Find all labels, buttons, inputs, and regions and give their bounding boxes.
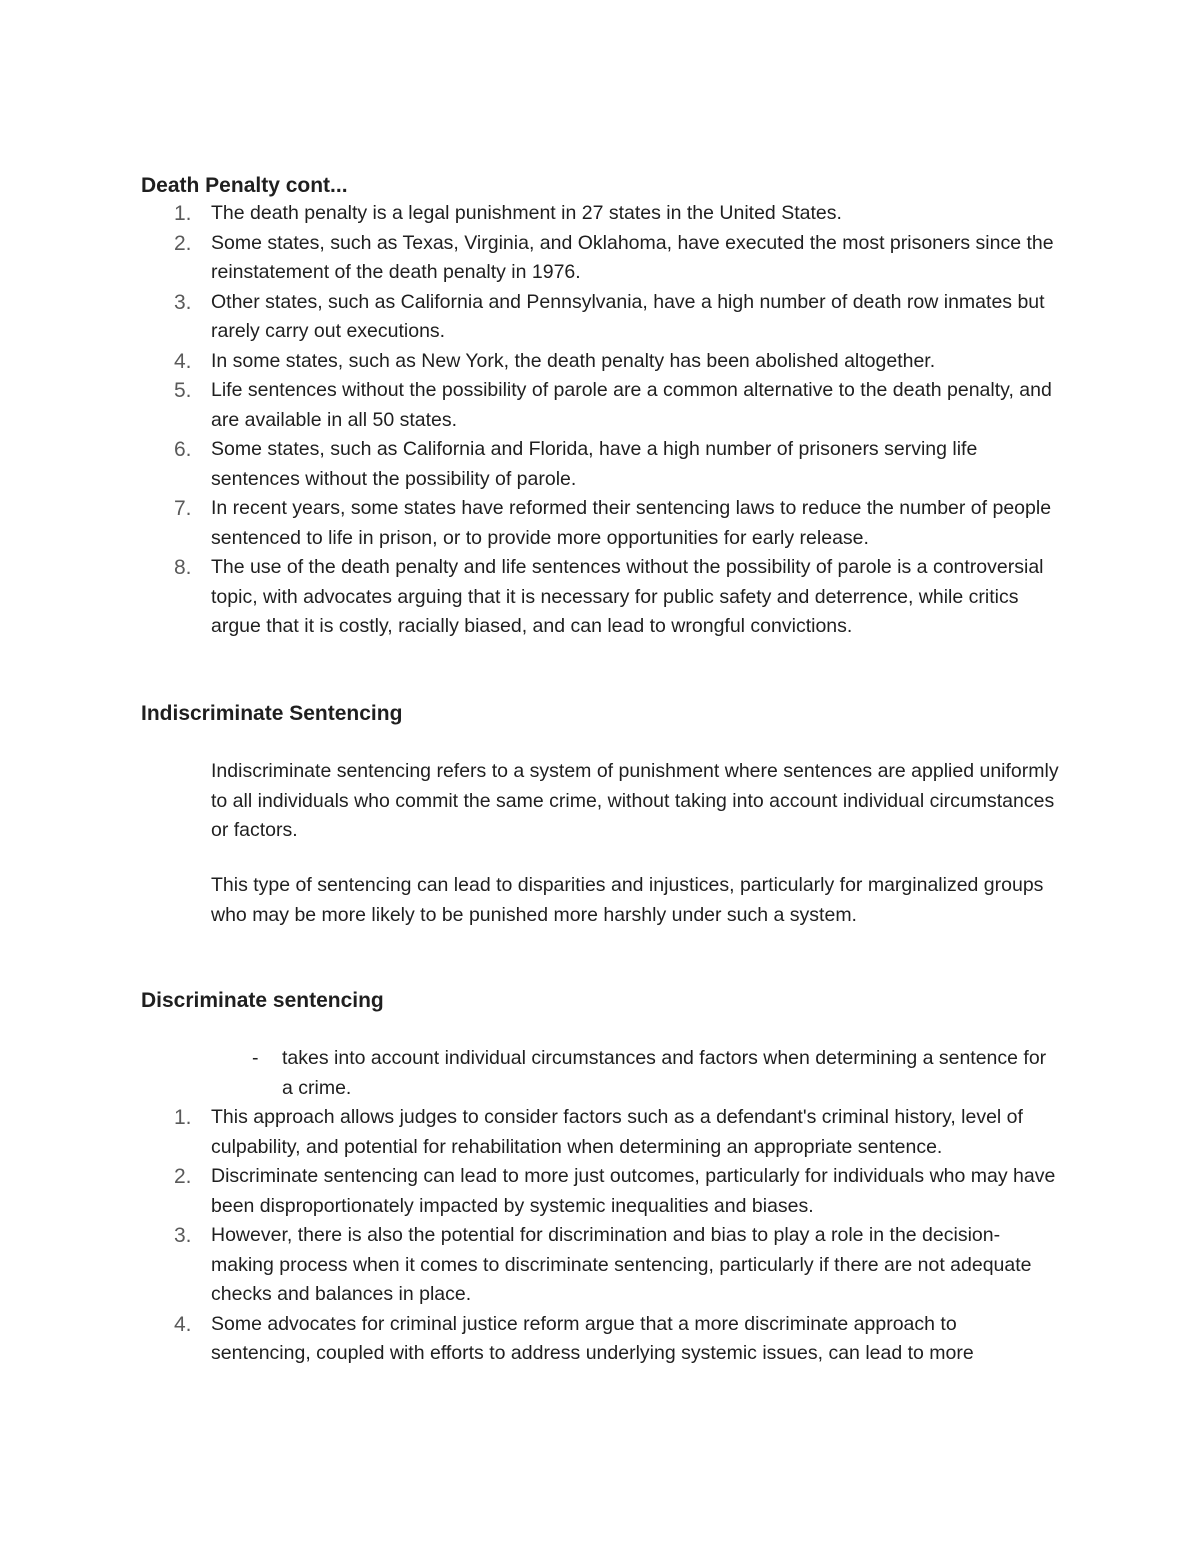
heading-indiscriminate-sentencing: Indiscriminate Sentencing [141, 702, 403, 725]
list-number: 3. [174, 1224, 192, 1247]
list-item [0, 229, 1061, 288]
dash-bullet: - [252, 1047, 259, 1069]
indiscriminate-paragraph-1: Indiscriminate sentencing refers to a system of punishment where sentences are applied uniformly to all individuals who commit the same crime, without taking into account individual circumstances or factors. [211, 760, 1059, 841]
list-item-text: Some advocates for criminal justice reform argue that a more discriminate approach to sentencing, coupled with efforts to address underlying systemic issues, can lead to more [211, 1312, 974, 1364]
list-item [0, 1221, 1061, 1310]
list-item-text: Some states, such as California and Florida, have a high number of prisoners serving life sentences without the possibility of parole. [211, 438, 978, 490]
list-item-text: Discriminate sentencing can lead to more just outcomes, particularly for individuals who may have been disproportionately impacted by systemic inequalities and biases. [211, 1165, 1056, 1217]
list-item-text: However, there is also the potential for discrimination and bias to play a role in the decision-making process when it comes to discriminate sentencing, particularly if there are not adequate checks and balances in place. [211, 1224, 1032, 1305]
list-item-text: The use of the death penalty and life sentences without the possibility of parole is a controversial topic, with advocates arguing that it is necessary for public safety and deterrence, while critics argue that it is costly, racially biased, and can lead to wrongful convictions. [211, 556, 1044, 637]
list-item [0, 1044, 1062, 1103]
list-item [0, 288, 1061, 347]
list-item-text: Other states, such as California and Pennsylvania, have a high number of death row inmates but rarely carry out executions. [211, 290, 1045, 342]
list-number: 4. [174, 349, 192, 373]
list-number: 2. [174, 1165, 192, 1188]
list-item [0, 376, 1061, 435]
list-item [0, 494, 1061, 553]
list-item [0, 1162, 1061, 1221]
indiscriminate-paragraph-2: This type of sentencing can lead to disparities and injustices, particularly for marginalized groups who may be more likely to be punished more harshly under such a system. [211, 874, 1044, 926]
list-number: 2. [174, 231, 192, 255]
list-number: 1. [174, 1106, 192, 1129]
heading-death-penalty: Death Penalty cont... [141, 174, 348, 197]
list-number: 1. [174, 202, 192, 225]
list-number: 8. [174, 556, 192, 579]
list-item-text: In recent years, some states have reformed their sentencing laws to reduce the number of people sentenced to life in prison, or to provide more opportunities for early release. [211, 497, 1052, 549]
list-number: 3. [174, 290, 192, 314]
list-item [0, 553, 1061, 642]
list-item [0, 347, 1061, 377]
list-item [0, 435, 1061, 494]
list-item-text: In some states, such as New York, the death penalty has been abolished altogether. [211, 349, 936, 372]
list-item [0, 1103, 1061, 1162]
death-penalty-list [0, 199, 1061, 642]
list-number: 7. [174, 497, 192, 520]
list-item [0, 1310, 1061, 1369]
list-item-text: Some states, such as Texas, Virginia, and Oklahoma, have executed the most prisoners since the reinstatement of the death penalty in 1976. [211, 231, 1054, 283]
list-item-text: Life sentences without the possibility of parole are a common alternative to the death penalty, and are available in all 50 states. [211, 379, 1052, 431]
list-number: 6. [174, 438, 192, 461]
heading-discriminate-sentencing: Discriminate sentencing [141, 989, 384, 1012]
list-item-text: This approach allows judges to consider factors such as a defendant's criminal history, level of culpability, and potential for rehabilitation when determining an appropriate sentence. [211, 1106, 1023, 1158]
list-number: 5. [174, 379, 192, 402]
list-item-text: The death penalty is a legal punishment in 27 states in the United States. [211, 202, 842, 224]
list-item [0, 199, 1061, 229]
discriminate-dash-list [0, 1044, 1062, 1103]
discriminate-list [0, 1103, 1061, 1369]
list-number: 4. [174, 1312, 192, 1336]
list-item-text: takes into account individual circumstances and factors when determining a sentence for a crime. [282, 1047, 1047, 1099]
